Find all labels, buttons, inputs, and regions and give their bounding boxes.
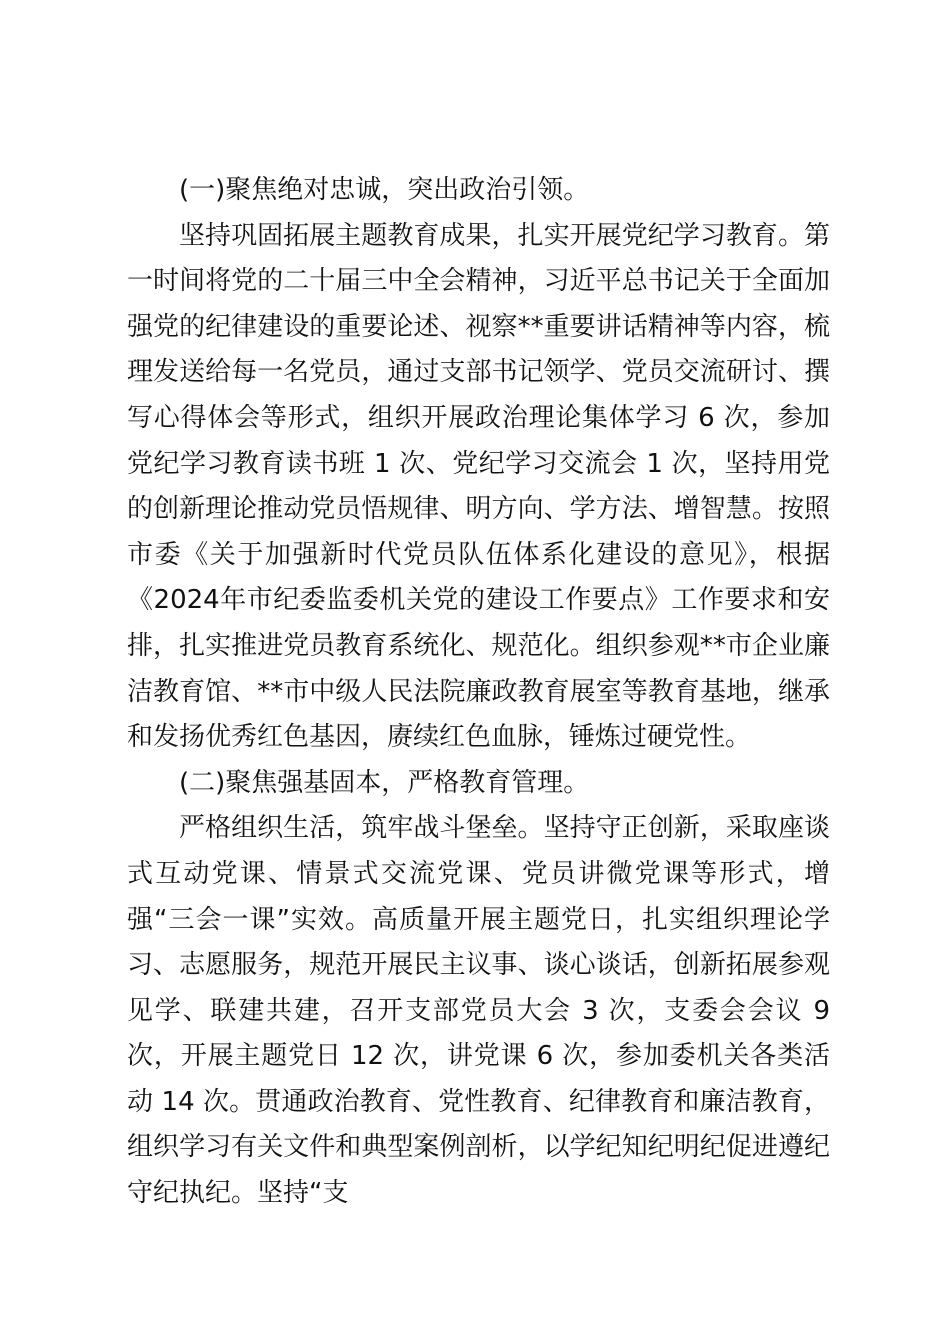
section-heading-1: (一)聚焦绝对忠诚，突出政治引领。 [179, 175, 590, 205]
section-heading-2: (二)聚焦强基固本，严格教育管理。 [179, 767, 590, 798]
document-body [127, 168, 830, 1217]
body-paragraph-1: 坚持巩固拓展主题教育成果，扎实开展党纪学习教育。第一时间将党的二十届三中全会精神，习近平总书记关于全面加强党的纪律建设的重要论述、视察**重要讲话精神等内容，梳理发送给每一名党员，通过支部书记领学、党员交流研讨、撰写心得体会等形式，组织开展政治理论集体学习 6 次，参加党纪学习教育读书班 1 次、党纪学习交流会 1 次，坚持用党的创新理论推动党员悟规律、明方向、学方法、增智慧。按照市委《关于加强新时代党员队伍体系化建设的意见》，根据《2024年市纪委监委机关党的建设工作要点》工作要求和安排，扎实推进党员教育系统化、规范化。组织参观**市企业廉洁教育馆、**市中级人民法院廉政教育展室等教育基地，继承和发扬优秀红色基因，赓续红色血脉，锤炼过硬党性。 [127, 220, 830, 753]
body-paragraph-2: 严格组织生活，筑牢战斗堡垒。坚持守正创新，采取座谈式互动党课、情景式交流党课、党员讲微党课等形式，增强“三会一课”实效。高质量开展主题党日，扎实组织理论学习、志愿服务，规范开展民主议事、谈心谈话，创新拓展参观见学、联建共建，召开支部党员大会 3 次，支委会会议 9 次，开展主题党日 12 次，讲党课 6 次，参加委机关各类活动 14 次。贯通政治教育、党性教育、纪律教育和廉洁教育，组织学习有关文件和典型案例剖析，以学纪知纪明纪促进遵纪守纪执纪。坚持“支 [127, 813, 830, 1209]
